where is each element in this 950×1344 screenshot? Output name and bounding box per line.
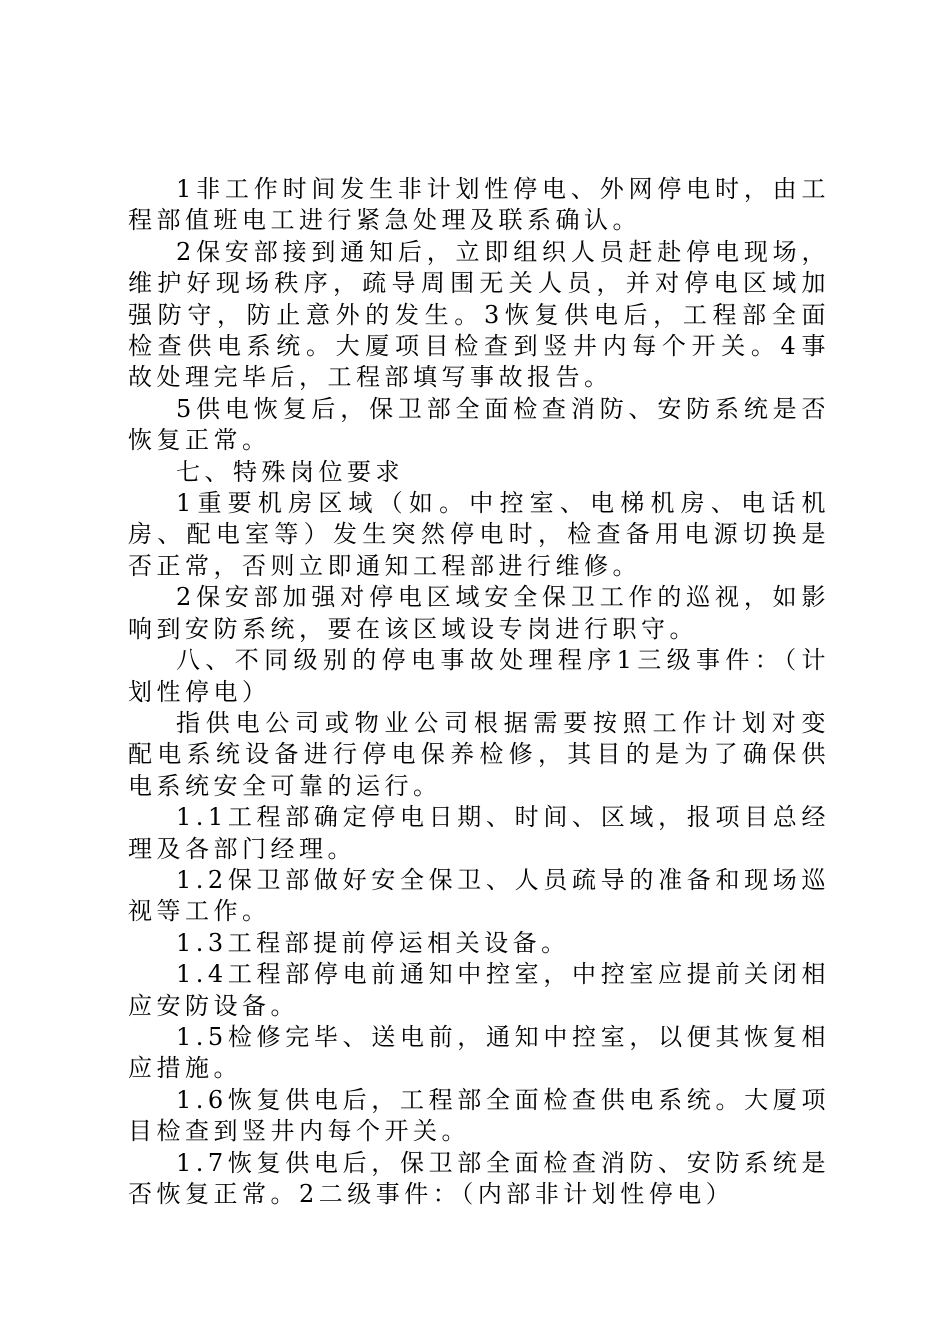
list-item: 1.4工程部停电前通知中控室，中控室应提前关闭相应安防设备。 xyxy=(128,960,830,1020)
list-item: 1.3工程部提前停运相关设备。 xyxy=(176,928,570,957)
section-heading: 八、不同级别的停电事故处理程序1三级事件：（计划性停电） xyxy=(128,646,830,706)
paragraph: 指供电公司或物业公司根据需要按照工作计划对变配电系统设备进行停电保养检修，其目的是为了确保供电系统安全可靠的运行。 xyxy=(128,708,830,800)
list-item: 1.7恢复供电后，保卫部全面检查消防、安防系统是否恢复正常。2二级事件：（内部非计划性停电） xyxy=(128,1148,830,1208)
paragraph: 1非工作时间发生非计划性停电、外网停电时，由工程部值班电工进行紧急处理及联系确认。 xyxy=(128,175,830,235)
paragraph: 2保安部加强对停电区域安全保卫工作的巡视，如影响到安防系统，要在该区域设专岗进行职守。 xyxy=(128,583,830,643)
list-item: 1.6恢复供电后，工程部全面检查供电系统。大厦项目检查到竖井内每个开关。 xyxy=(128,1085,830,1146)
paragraph: 5供电恢复后，保卫部全面检查消防、安防系统是否恢复正常。 xyxy=(128,394,830,455)
list-item: 1.1工程部确定停电日期、时间、区域，报项目总经理及各部门经理。 xyxy=(128,803,830,863)
paragraph: 2保安部接到通知后，立即组织人员赶赴停电现场，维护好现场秩序，疏导周围无关人员，并对停电区域加强防守，防止意外的发生。3恢复供电后，工程部全面检查供电系统。大厦项目检查到竖井内每个开关。4事故处理完毕后，工程部填写事故报告。 xyxy=(128,237,830,392)
paragraph: 1重要机房区域（如。中控室、电梯机房、电话机房、配电室等）发生突然停电时，检查备用电源切换是否正常，否则立即通知工程部进行维修。 xyxy=(128,489,830,580)
list-item: 1.2保卫部做好安全保卫、人员疏导的准备和现场巡视等工作。 xyxy=(128,865,830,926)
section-heading: 七、特殊岗位要求 xyxy=(176,457,404,486)
document-body xyxy=(128,174,830,1210)
list-item: 1.5检修完毕、送电前，通知中控室，以便其恢复相应措施。 xyxy=(128,1022,830,1083)
